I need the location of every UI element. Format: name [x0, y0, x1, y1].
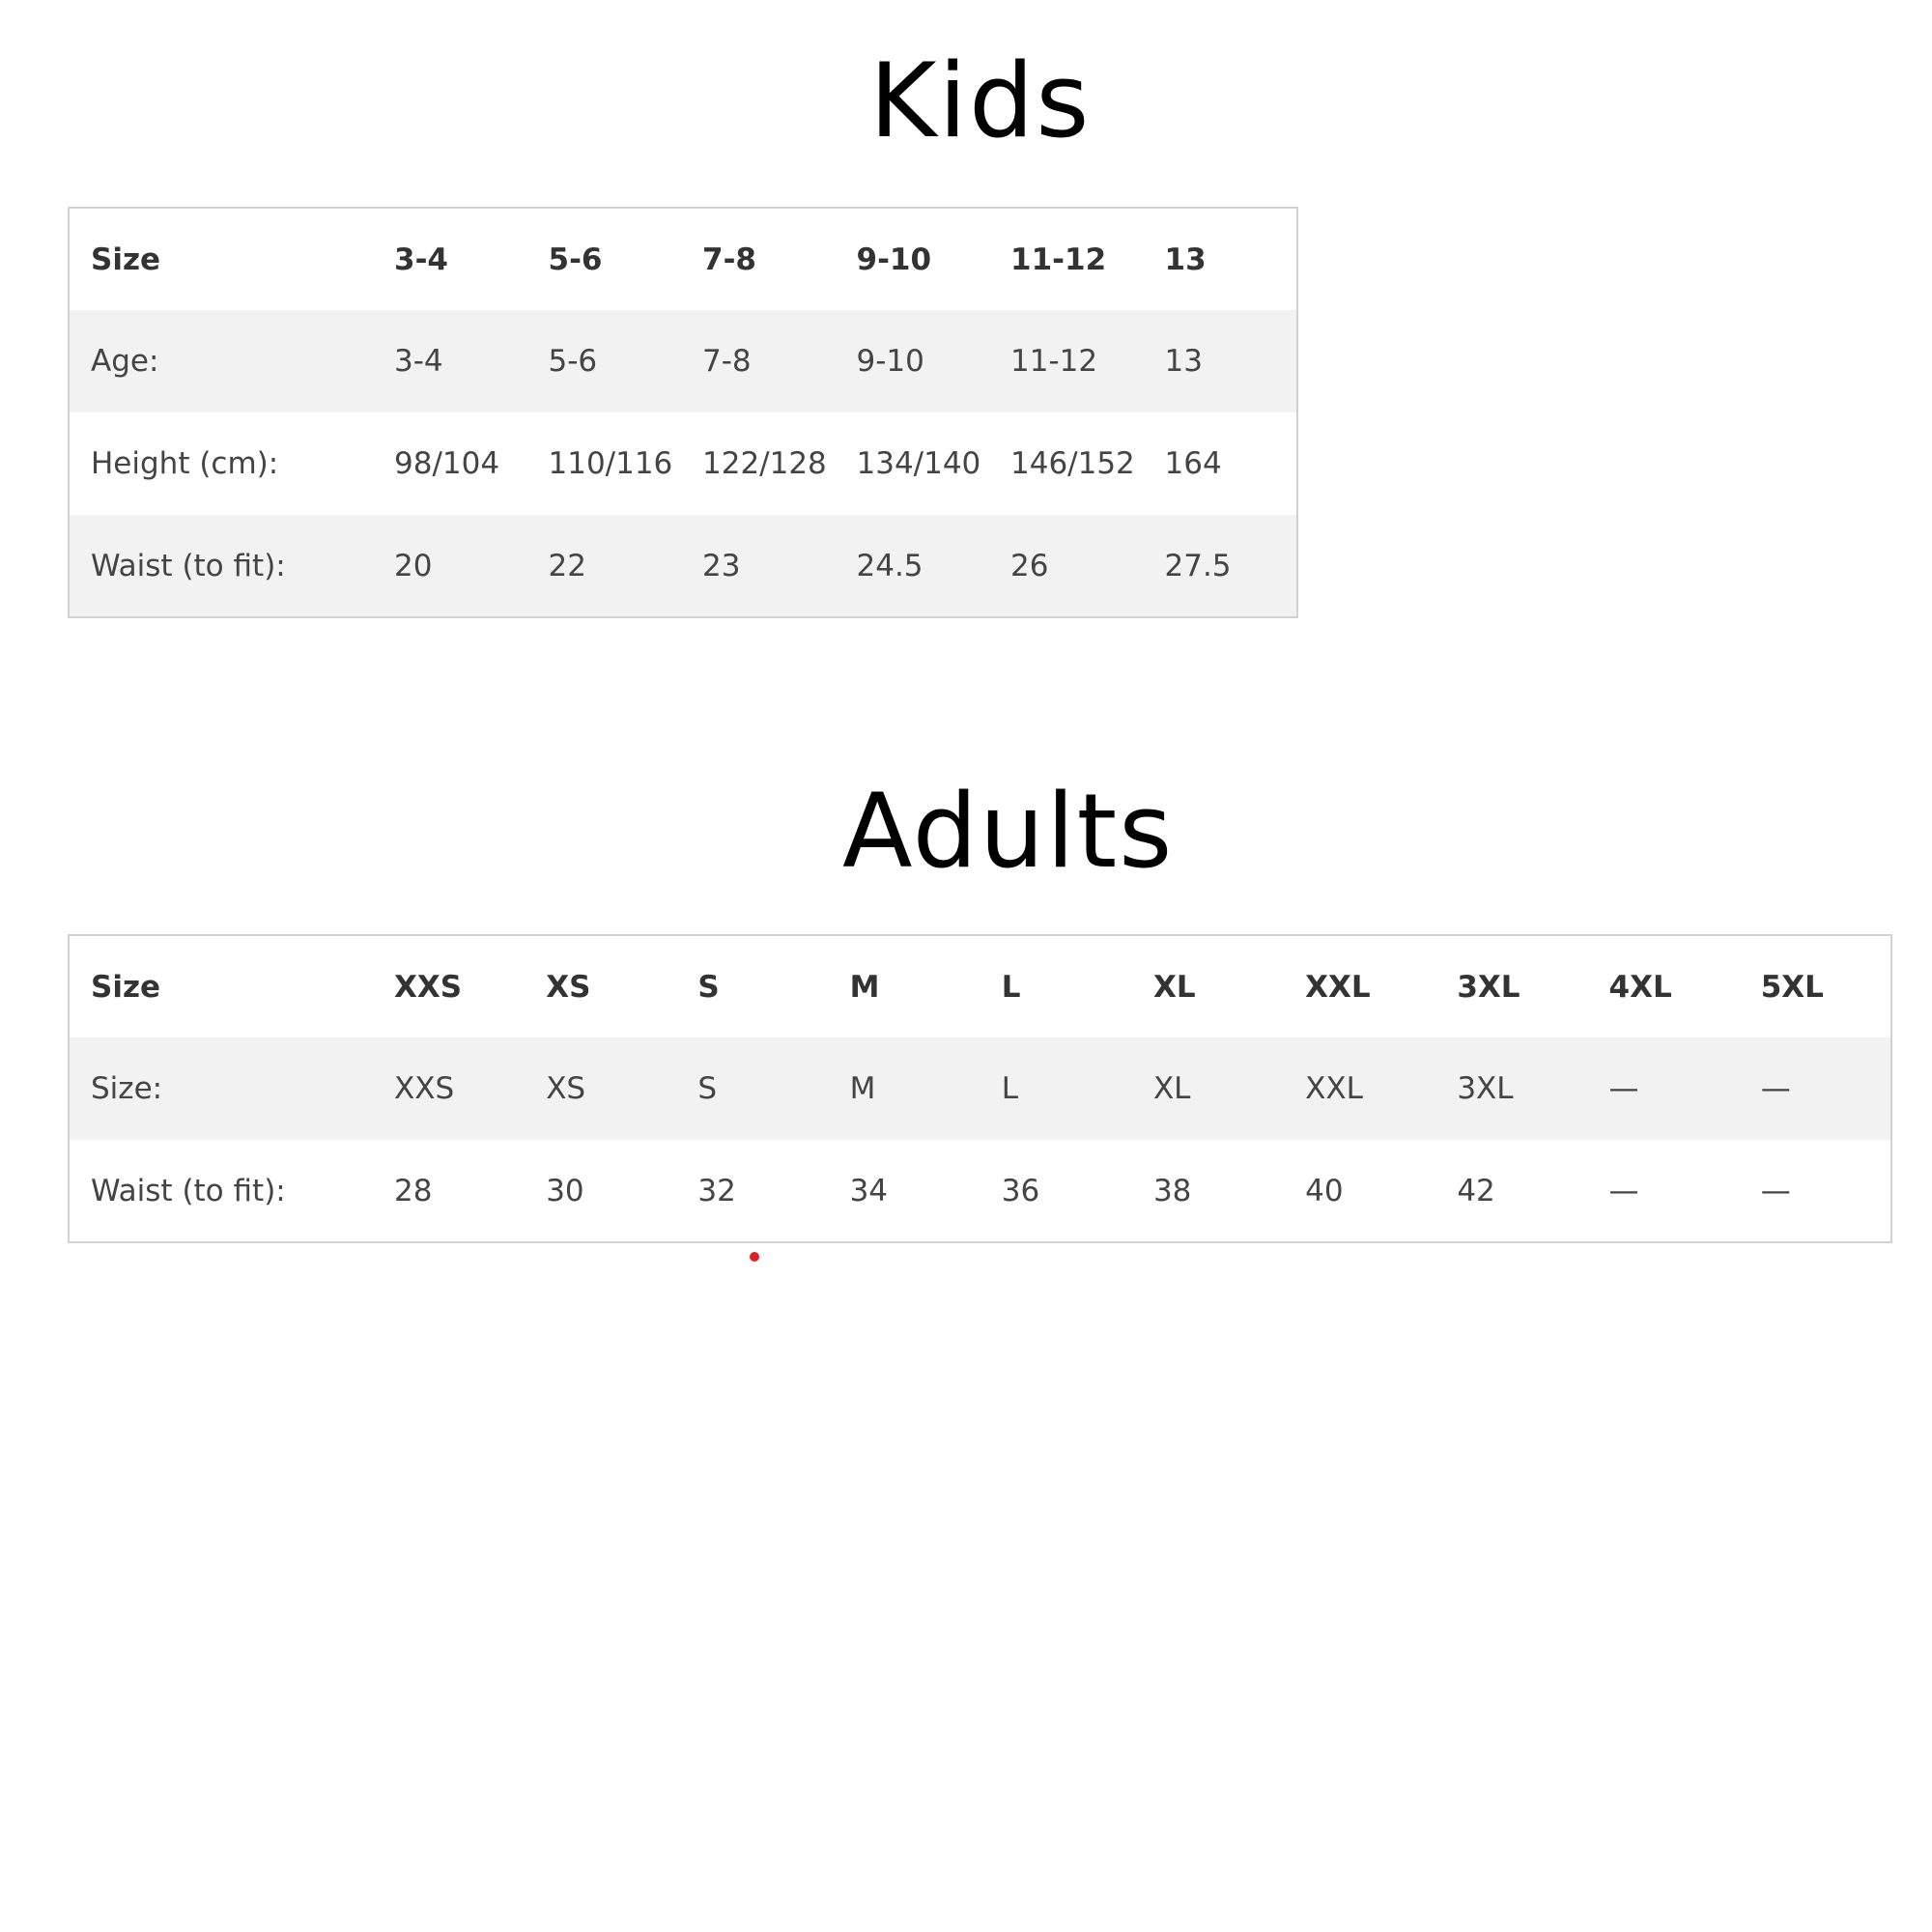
table-cell: 38 — [1152, 1173, 1192, 1208]
table-cell: S — [676, 1037, 828, 1140]
header-cell: Size — [91, 969, 161, 1005]
table-cell: XXL — [1284, 1037, 1435, 1140]
row-label: Age: — [69, 310, 373, 412]
red-dot-marker — [750, 1252, 759, 1262]
header-cell: 13 — [1164, 242, 1207, 277]
table-cell: — — [1608, 1173, 1639, 1208]
kids-title: Kids — [869, 42, 1092, 160]
table-cell: 24.5 — [836, 515, 990, 617]
header-cell: 5XL — [1760, 969, 1824, 1005]
table-cell: 27.5 — [1144, 515, 1298, 617]
table-cell: 36 — [1001, 1173, 1040, 1208]
table-row — [69, 310, 1297, 412]
adults-title: Adults — [842, 772, 1175, 891]
table-cell: 5-6 — [527, 310, 682, 412]
table-cell: — — [1760, 1173, 1791, 1208]
table-cell: 28 — [394, 1173, 433, 1208]
header-cell: XXS — [394, 969, 463, 1005]
table-cell: 32 — [697, 1173, 736, 1208]
table-cell: 3-4 — [373, 310, 527, 412]
table-cell: — — [1740, 1037, 1891, 1140]
table-cell: 34 — [849, 1173, 889, 1208]
table-cell: 7-8 — [681, 310, 836, 412]
table-header-row — [69, 935, 1891, 1037]
table-cell: 164 — [1164, 446, 1222, 481]
row-label: Waist (to fit): — [69, 515, 373, 617]
table-cell: 30 — [546, 1173, 584, 1208]
table-cell: L — [980, 1037, 1132, 1140]
table-cell: XL — [1132, 1037, 1284, 1140]
header-cell: 9-10 — [856, 242, 932, 277]
table-row — [69, 1140, 1891, 1242]
table-cell: XS — [525, 1037, 676, 1140]
header-cell: 3XL — [1457, 969, 1520, 1005]
header-cell: M — [849, 969, 880, 1005]
header-cell: 11-12 — [1010, 242, 1107, 277]
table-cell: XXS — [373, 1037, 525, 1140]
adults-size-table — [68, 934, 1892, 1243]
table-cell: M — [829, 1037, 980, 1140]
table-cell: 9-10 — [836, 310, 990, 412]
header-cell: Size — [91, 242, 161, 277]
table-header-row — [69, 208, 1297, 310]
table-cell: 20 — [373, 515, 527, 617]
header-cell: XXL — [1305, 969, 1371, 1005]
kids-size-table — [68, 207, 1298, 618]
row-label: Height (cm): — [91, 446, 279, 481]
header-cell: XS — [546, 969, 591, 1005]
table-cell: 42 — [1457, 1173, 1495, 1208]
header-cell: 7-8 — [702, 242, 757, 277]
table-cell: 134/140 — [856, 446, 981, 481]
table-cell: 3XL — [1435, 1037, 1587, 1140]
table-row — [69, 1037, 1891, 1140]
table-cell: 22 — [527, 515, 682, 617]
table-cell: 98/104 — [394, 446, 500, 481]
table-row — [69, 412, 1297, 515]
table-cell: 11-12 — [989, 310, 1144, 412]
table-cell: — — [1588, 1037, 1740, 1140]
table-cell: 13 — [1144, 310, 1298, 412]
table-cell: 146/152 — [1010, 446, 1135, 481]
table-cell: 23 — [681, 515, 836, 617]
table-cell: 110/116 — [548, 446, 673, 481]
table-cell: 122/128 — [702, 446, 827, 481]
header-cell: XL — [1152, 969, 1196, 1005]
header-cell: L — [1001, 969, 1021, 1005]
header-cell: S — [697, 969, 720, 1005]
table-row — [69, 515, 1297, 617]
header-cell: 4XL — [1608, 969, 1672, 1005]
header-cell: 5-6 — [548, 242, 603, 277]
row-label: Size: — [69, 1037, 373, 1140]
row-label: Waist (to fit): — [91, 1173, 286, 1208]
table-cell: 40 — [1305, 1173, 1344, 1208]
header-cell: 3-4 — [394, 242, 449, 277]
table-cell: 26 — [989, 515, 1144, 617]
